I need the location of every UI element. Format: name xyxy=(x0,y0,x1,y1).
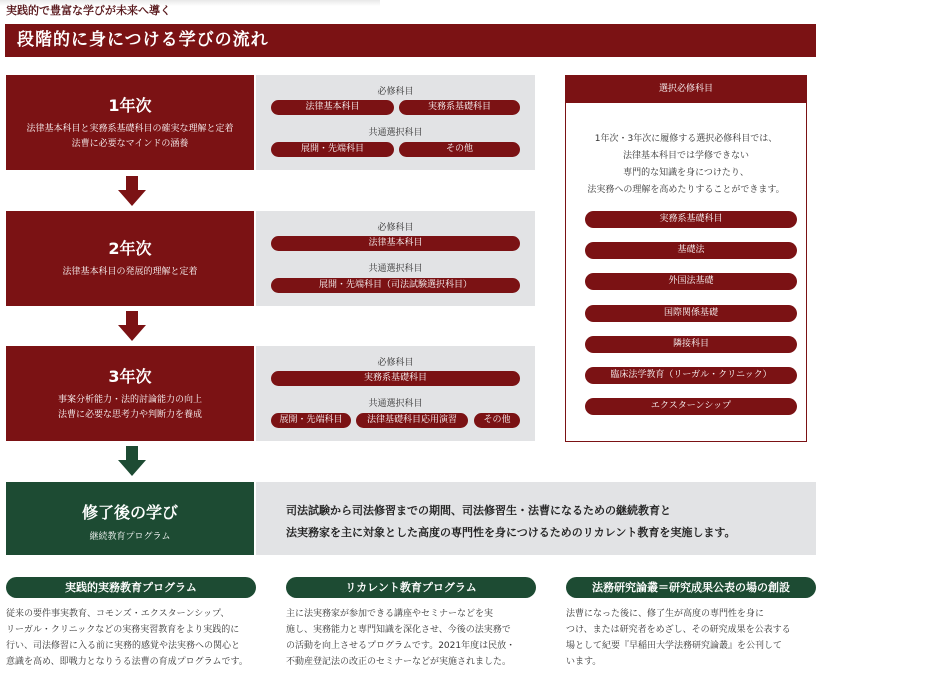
panel-text-line: 1年次・3年次に履修する選択必修科目では、 xyxy=(594,134,778,144)
post-graduation-box xyxy=(6,482,254,555)
elective-label: 共通選択科目 xyxy=(368,264,423,274)
elective-course-pill: 実務系基礎科目 xyxy=(585,211,797,228)
elective-required-panel xyxy=(565,75,807,442)
year-3-courses xyxy=(256,346,535,441)
program-heading: 法務研究論叢＝研究成果公表の場の創設 xyxy=(566,577,816,598)
year-3-desc-2: 法曹に必要な思考力や判断力を養成 xyxy=(57,410,202,420)
elective-course-pill: 隣接科目 xyxy=(585,336,797,353)
course-pill: 実務系基礎科目 xyxy=(399,100,520,115)
elective-course-pill: エクスターンシップ xyxy=(585,398,797,415)
year-1-desc-1: 法律基本科目と実務系基礎科目の確実な理解と定着 xyxy=(26,124,234,134)
program-heading: 実践的実務教育プログラム xyxy=(6,577,256,598)
post-title: 修了後の学び xyxy=(81,503,178,522)
course-pill: 展開・先端科目 xyxy=(271,142,394,157)
course-pill: 法律基礎科目応用演習 xyxy=(356,413,468,428)
program-line: 場として紀要『早稲田大学法務研究論叢』を公刊して xyxy=(566,641,783,651)
year-1-title: 1年次 xyxy=(108,96,152,115)
post-line: 司法試験から司法修習までの期間、司法修習生・法曹になるための継続教育と xyxy=(286,504,671,517)
course-pill: その他 xyxy=(399,142,520,157)
course-pill: 法律基本科目 xyxy=(271,236,520,251)
program-line: 意識を高め、即戦力となりうる法曹の育成プログラムです。 xyxy=(6,657,248,667)
year-1-desc-2: 法曹に必要なマインドの涵養 xyxy=(71,139,189,149)
panel-text-line: 専門的な知識を身につけたり、 xyxy=(623,168,749,178)
program-line: つけ、または研究者をめざし、その研究成果を公表する xyxy=(566,625,791,635)
post-line: 法実務家を主に対象とした高度の専門性を身につけるためのリカレント教育を実施します。 xyxy=(286,526,736,539)
year-2-title: 2年次 xyxy=(108,239,152,258)
program-heading: リカレント教育プログラム xyxy=(286,577,536,598)
year-2-box xyxy=(6,211,254,306)
panel-title: 選択必修科目 xyxy=(566,76,806,103)
year-2-desc-1: 法律基本科目の発展的理解と定着 xyxy=(62,267,198,277)
year-2-courses xyxy=(256,211,535,306)
course-pill: 展開・先端科目（司法試験選択科目） xyxy=(271,278,520,293)
course-pill: 実務系基礎科目 xyxy=(271,371,520,386)
program-text xyxy=(566,606,816,670)
tagline: 実践的で豊富な学びが未来へ導く xyxy=(6,4,171,17)
program-text xyxy=(6,606,256,670)
year-1-box xyxy=(6,75,254,170)
course-pill: 展開・先端科目 xyxy=(271,413,351,428)
program-line: 施し、実務能力と専門知識を深化させ、今後の法実務で xyxy=(286,625,511,635)
post-description-box xyxy=(256,482,816,555)
post-description xyxy=(286,500,736,544)
required-label: 必修科目 xyxy=(377,87,414,97)
elective-course-pill: 基礎法 xyxy=(585,242,797,259)
program-line: 不動産登記法の改正のセミナーなどが実施されました。 xyxy=(286,657,512,667)
year-3-desc-1: 事案分析能力・法的討論能力の向上 xyxy=(57,395,202,405)
arrow-down-icon xyxy=(118,176,146,206)
arrow-down-icon xyxy=(118,446,146,476)
year-3-title: 3年次 xyxy=(108,367,152,386)
elective-course-pill: 外国法基礎 xyxy=(585,273,797,290)
arrow-down-icon xyxy=(118,311,146,341)
program-line: 行い、司法修習に入る前に実務的感覚や法実務への関心と xyxy=(6,641,241,651)
program-line: の活動を向上させるプログラムです。2021年度は民放・ xyxy=(286,641,516,651)
panel-text-line: 法律基本科目では学修できない xyxy=(622,151,749,161)
program-line: 主に法実務家が参加できる講座やセミナーなどを実 xyxy=(286,609,494,619)
program-line: 従来の要件事実教育、コモンズ・エクスターンシップ、 xyxy=(6,609,230,619)
course-pill: その他 xyxy=(474,413,520,428)
page-title: 段階的に身につける学びの流れ xyxy=(5,24,816,57)
required-label: 必修科目 xyxy=(377,358,414,368)
year-1-courses xyxy=(256,75,535,170)
panel-text-line: 法実務への理解を高めたりすることができます。 xyxy=(587,185,785,195)
elective-course-pill: 国際関係基礎 xyxy=(585,305,797,322)
elective-label: 共通選択科目 xyxy=(368,399,423,409)
year-3-box xyxy=(6,346,254,441)
panel-description xyxy=(566,131,806,199)
elective-label: 共通選択科目 xyxy=(368,128,423,138)
program-text xyxy=(286,606,536,670)
program-line: 法曹になった後に、修了生が高度の専門性を身に xyxy=(566,609,765,619)
program-line: リーガル・クリニックなどの実務実習教育をより実践的に xyxy=(6,625,240,635)
required-label: 必修科目 xyxy=(377,223,414,233)
course-pill: 法律基本科目 xyxy=(271,100,394,115)
post-subtitle: 継続教育プログラム xyxy=(89,532,171,542)
elective-course-pill: 臨床法学教育（リーガル・クリニック） xyxy=(585,367,797,384)
program-line: います。 xyxy=(566,657,602,667)
